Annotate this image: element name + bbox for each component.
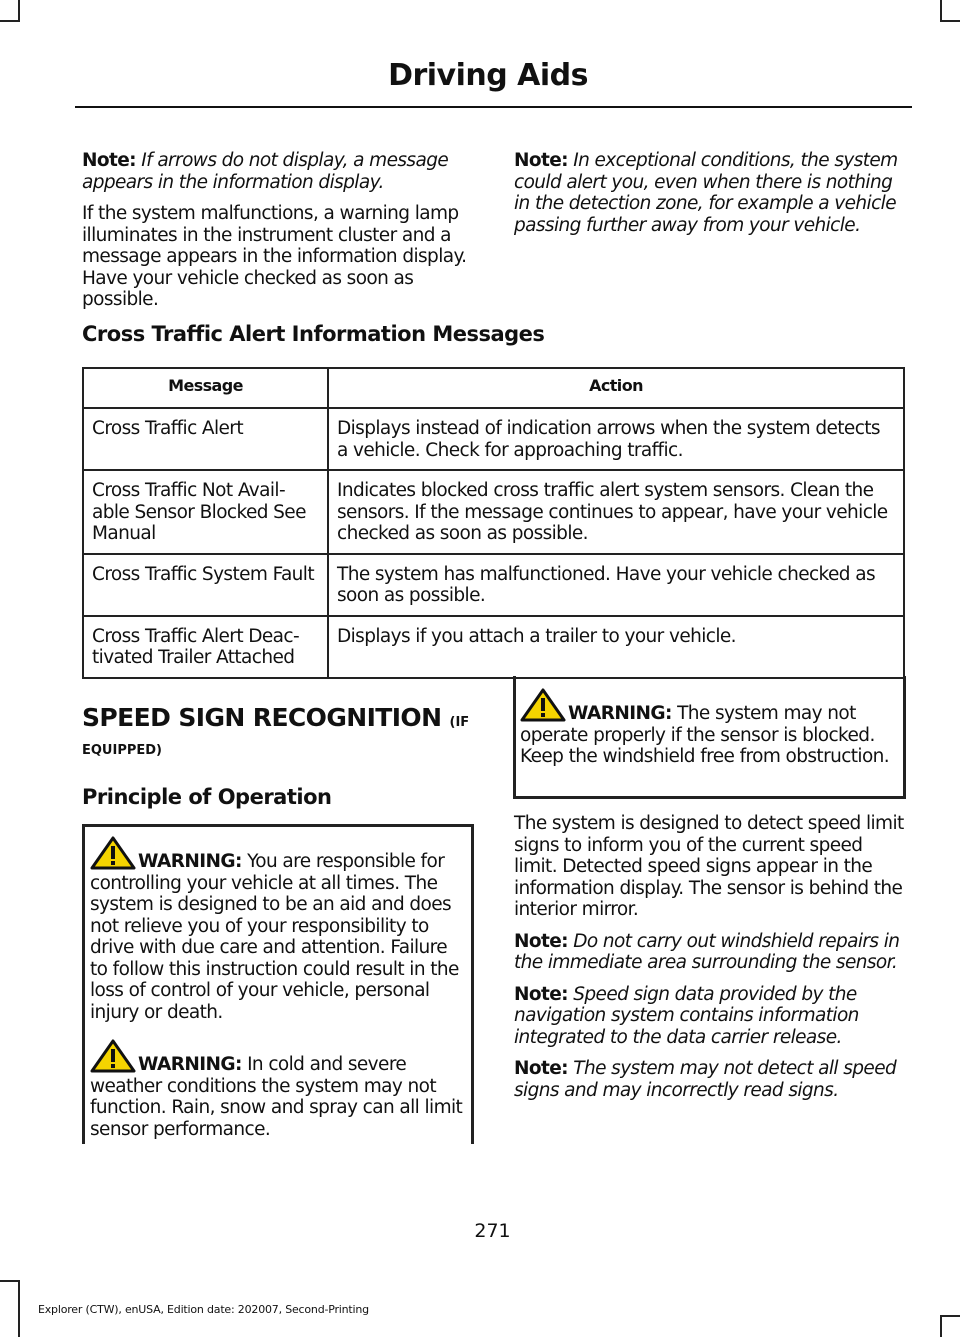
principle-heading: Principle of Operation: [82, 785, 332, 809]
page-number: 271: [474, 1220, 511, 1242]
footer-text: Explorer (CTW), enUSA, Edition date: 202007, Second-Printing: [38, 1303, 369, 1316]
warning-group: [90, 836, 464, 1140]
speed-sign-heading: [82, 703, 469, 732]
note-label: Note:: [514, 1058, 568, 1079]
warning-label: WARNING:: [138, 1054, 242, 1075]
note-label: Note:: [514, 983, 568, 1005]
note-text: In exceptional conditions, the system could alert you, even when there is nothing in the detection zone, for example a vehicle passing further away from your vehicle.: [514, 150, 898, 236]
table-row: [83, 616, 904, 678]
right-top-column: [514, 150, 909, 246]
warning-label: WARNING:: [568, 703, 672, 724]
note-paragraph: [82, 150, 477, 193]
note-paragraph: [514, 150, 909, 236]
message-cell: Cross Traffic Alert: [83, 408, 328, 470]
action-cell: Indicates blocked cross traffic alert system sensors. Clean the sensors. If the message continues to appear, have your vehicle checked as soon as possible.: [328, 470, 904, 554]
crop-mark: [940, 1315, 942, 1337]
crop-mark: [940, 1315, 960, 1317]
message-cell: Cross Traffic Alert Deac-tivated Trailer Attached: [83, 616, 328, 678]
warning-triangle-icon: [90, 1039, 136, 1073]
section-heading: Cross Traffic Alert Information Messages: [82, 322, 545, 346]
note-paragraph: [514, 984, 906, 1049]
message-cell: Cross Traffic Not Avail-able Sensor Blocked See Manual: [83, 470, 328, 554]
crop-mark: [18, 1280, 20, 1337]
note-text: If arrows do not display, a message appears in the information display.: [82, 150, 449, 193]
table-header-row: [83, 368, 904, 408]
message-cell: Cross Traffic System Fault: [83, 554, 328, 616]
warning-group: [520, 688, 898, 768]
heading-suffix-continued: EQUIPPED): [82, 743, 162, 758]
malfunction-paragraph: If the system malfunctions, a warning lamp illuminates in the instrument cluster and a message appears in the information display. Have your vehicle checked as soon as possible.: [82, 203, 467, 310]
warning-triangle-icon: [90, 836, 136, 870]
note-label: Note:: [82, 150, 136, 171]
warning-triangle-icon: [520, 688, 566, 722]
messages-table: [82, 367, 905, 679]
heading-text: SPEED SIGN RECOGNITION: [82, 703, 442, 732]
system-paragraph: The system is designed to detect speed limit signs to inform you of the current speed limit. Detected speed signs appear in the information display. The sensor is behind the interior mirror.: [514, 813, 904, 920]
action-cell: The system has malfunctioned. Have your vehicle checked as soon as possible.: [328, 554, 904, 616]
note-text: The system may not detect all speed signs and may incorrectly read signs.: [514, 1058, 897, 1101]
crop-mark: [0, 20, 20, 22]
note-text: Speed sign data provided by the navigation system contains information integrated to the data carrier release.: [514, 983, 859, 1048]
warning-label: WARNING:: [138, 851, 242, 872]
column-header-action: Action: [328, 368, 904, 408]
right-bottom-column: [514, 813, 906, 1111]
warning-paragraph: [90, 1039, 464, 1140]
table-row: [83, 408, 904, 470]
note-text: Do not carry out windshield repairs in the immediate area surrounding the sensor.: [514, 930, 900, 973]
note-paragraph: [514, 931, 906, 974]
column-header-message: Message: [83, 368, 328, 408]
heading-suffix: (IF: [449, 715, 470, 730]
table-row: [83, 470, 904, 554]
crop-mark: [940, 0, 942, 22]
crop-mark: [18, 0, 20, 22]
action-cell: Displays if you attach a trailer to your vehicle.: [328, 616, 904, 678]
action-cell: Displays instead of indication arrows when the system detects a vehicle. Check for approaching traffic.: [328, 408, 904, 470]
warning-text: You are responsible for controlling your vehicle at all times. The system is designed to be an aid and does not relieve you of your responsibility to drive with due care and attention. Failure to follow this instruction could result in the loss of control of your vehicle, personal injury or death.: [90, 851, 459, 1023]
warning-paragraph: [90, 836, 464, 1023]
header-rule: [75, 106, 912, 108]
page-header-title: Driving Aids: [388, 58, 588, 93]
crop-mark: [940, 20, 960, 22]
table-row: [83, 554, 904, 616]
crop-mark: [0, 1280, 20, 1282]
note-label: Note:: [514, 930, 568, 952]
warning-paragraph: [520, 688, 898, 768]
note-paragraph: [514, 1058, 906, 1101]
note-label: Note:: [514, 150, 568, 171]
warning-text: In cold and severe weather conditions the system may not function. Rain, snow and spray can all limit sensor performance.: [90, 1054, 463, 1140]
warning-text: The system may not operate properly if the sensor is blocked. Keep the windshield free from obstruction.: [520, 703, 890, 767]
left-top-column: [82, 150, 477, 321]
